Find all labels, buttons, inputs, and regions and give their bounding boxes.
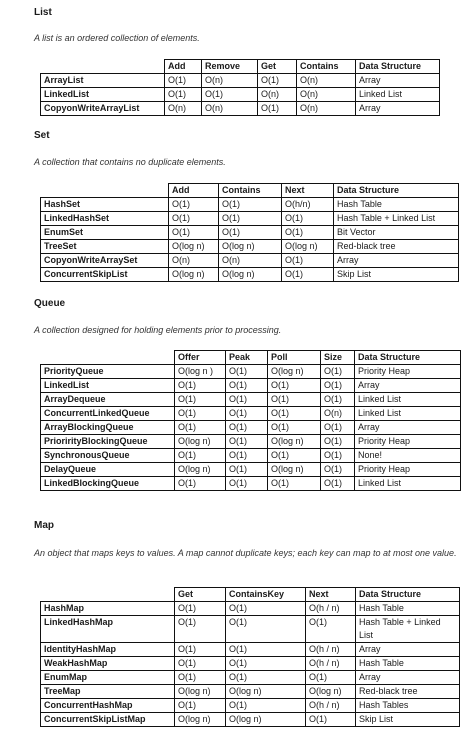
complexity-cell: O(1) <box>226 365 268 379</box>
complexity-cell: Linked List <box>355 477 461 491</box>
map-complexity-table <box>40 587 460 727</box>
collection-name-cell: WeakHashMap <box>41 657 175 671</box>
complexity-cell: O(n) <box>165 102 202 116</box>
complexity-cell: O(1) <box>169 198 219 212</box>
queue-complexity-table <box>40 350 461 491</box>
collection-name-cell: CopyonWriteArraySet <box>41 254 169 268</box>
complexity-cell: Hash Table <box>356 602 460 616</box>
complexity-cell: O(n) <box>321 407 355 421</box>
table-row <box>41 657 460 671</box>
collection-name-cell: DelayQueue <box>41 463 175 477</box>
complexity-cell: O(1) <box>226 407 268 421</box>
collection-name-cell: ConcurrentLinkedQueue <box>41 407 175 421</box>
complexity-cell: O(1) <box>268 477 321 491</box>
table-row <box>41 616 460 643</box>
set-complexity-table <box>40 183 459 282</box>
complexity-cell: Priority Heap <box>355 435 461 449</box>
column-header: Data Structure <box>334 184 459 198</box>
complexity-cell: O(1) <box>321 449 355 463</box>
table-row <box>41 240 459 254</box>
complexity-cell: O(1) <box>226 657 306 671</box>
table-row <box>41 88 440 102</box>
complexity-cell: None! <box>355 449 461 463</box>
table-row <box>41 435 461 449</box>
complexity-cell: Array <box>355 421 461 435</box>
complexity-cell: O(1) <box>175 379 226 393</box>
complexity-cell: O(1) <box>282 254 334 268</box>
complexity-cell: O(1) <box>226 477 268 491</box>
complexity-cell: O(1) <box>175 643 226 657</box>
complexity-cell: O(log n) <box>268 365 321 379</box>
complexity-cell: O(1) <box>226 421 268 435</box>
complexity-cell: O(log n) <box>268 463 321 477</box>
complexity-cell: O(log n) <box>226 713 306 727</box>
complexity-cell: Bit Vector <box>334 226 459 240</box>
complexity-cell: O(1) <box>226 393 268 407</box>
collection-name-cell: IdentityHashMap <box>41 643 175 657</box>
complexity-cell: O(1) <box>219 212 282 226</box>
complexity-cell: O(1) <box>258 74 297 88</box>
complexity-cell: O(n) <box>219 254 282 268</box>
column-header: Poll <box>268 351 321 365</box>
table-row <box>41 74 440 88</box>
complexity-cell: O(1) <box>306 616 356 643</box>
table-row <box>41 393 461 407</box>
complexity-cell: O(h / n) <box>306 643 356 657</box>
column-header: Next <box>306 588 356 602</box>
complexity-cell: O(1) <box>175 616 226 643</box>
complexity-cell: O(1) <box>175 699 226 713</box>
collection-name-cell: LinkedList <box>41 88 165 102</box>
collection-name-cell: ConcurrentHashMap <box>41 699 175 713</box>
collection-name-cell: ArrayDequeue <box>41 393 175 407</box>
column-header: Get <box>175 588 226 602</box>
complexity-cell: Array <box>334 254 459 268</box>
complexity-cell: O(log n ) <box>175 365 226 379</box>
complexity-cell: O(1) <box>175 393 226 407</box>
table-row <box>41 102 440 116</box>
complexity-cell: O(1) <box>175 657 226 671</box>
complexity-cell: Array <box>355 379 461 393</box>
complexity-cell: O(1) <box>306 671 356 685</box>
header-row <box>41 60 440 74</box>
complexity-cell: O(1) <box>226 435 268 449</box>
table-row <box>41 449 461 463</box>
complexity-cell: Priority Heap <box>355 365 461 379</box>
complexity-cell: O(1) <box>282 226 334 240</box>
complexity-cell: O(1) <box>169 212 219 226</box>
complexity-cell: O(n) <box>297 88 356 102</box>
complexity-cell: Skip List <box>356 713 460 727</box>
complexity-cell: O(1) <box>165 88 202 102</box>
set-section-description: A collection that contains no duplicate elements. <box>34 157 226 167</box>
complexity-cell: O(1) <box>321 435 355 449</box>
collection-name-cell: ArrayList <box>41 74 165 88</box>
complexity-cell: O(1) <box>165 74 202 88</box>
column-header: Size <box>321 351 355 365</box>
complexity-cell: O(1) <box>175 449 226 463</box>
column-header: Next <box>282 184 334 198</box>
complexity-cell: O(1) <box>258 102 297 116</box>
complexity-cell: O(1) <box>268 421 321 435</box>
collection-name-cell: PriorirityBlockingQueue <box>41 435 175 449</box>
complexity-cell: O(log n) <box>306 685 356 699</box>
complexity-cell: O(1) <box>226 699 306 713</box>
complexity-cell: Array <box>356 643 460 657</box>
complexity-cell: O(log n) <box>219 240 282 254</box>
complexity-cell: Linked List <box>355 393 461 407</box>
table-row <box>41 463 461 477</box>
collection-name-cell: LinkedHashMap <box>41 616 175 643</box>
complexity-cell: O(log n) <box>169 240 219 254</box>
complexity-cell: O(h / n) <box>306 699 356 713</box>
complexity-cell: O(1) <box>282 268 334 282</box>
complexity-cell: O(1) <box>321 477 355 491</box>
complexity-cell: O(1) <box>282 212 334 226</box>
table-row <box>41 713 460 727</box>
collection-name-cell: TreeSet <box>41 240 169 254</box>
table-row <box>41 602 460 616</box>
collection-name-cell: ConcurrentSkipList <box>41 268 169 282</box>
complexity-cell: O(1) <box>321 379 355 393</box>
queue-section-description: A collection designed for holding elements prior to processing. <box>34 325 282 335</box>
complexity-cell: O(log n) <box>282 240 334 254</box>
complexity-cell: O(1) <box>226 616 306 643</box>
complexity-cell: O(log n) <box>226 685 306 699</box>
collection-name-cell: TreeMap <box>41 685 175 699</box>
collection-name-cell: PriorityQueue <box>41 365 175 379</box>
map-section-title: Map <box>34 520 54 531</box>
collection-name-cell: HashMap <box>41 602 175 616</box>
complexity-cell: O(1) <box>219 226 282 240</box>
complexity-cell: Array <box>356 102 440 116</box>
collection-name-cell: EnumMap <box>41 671 175 685</box>
complexity-cell: Hash Table + Linked List <box>356 616 460 643</box>
complexity-cell: O(n) <box>297 102 356 116</box>
complexity-cell: O(1) <box>202 88 258 102</box>
column-header: Contains <box>297 60 356 74</box>
complexity-cell: Skip List <box>334 268 459 282</box>
collection-name-cell: LinkedBlockingQueue <box>41 477 175 491</box>
column-header: Remove <box>202 60 258 74</box>
complexity-cell: O(1) <box>226 671 306 685</box>
complexity-cell: O(log n) <box>175 463 226 477</box>
complexity-cell: O(1) <box>175 407 226 421</box>
complexity-cell: O(1) <box>175 477 226 491</box>
header-row <box>41 351 461 365</box>
list-section-description: A list is an ordered collection of elements. <box>34 33 200 43</box>
complexity-cell: O(1) <box>226 379 268 393</box>
complexity-cell: Array <box>356 74 440 88</box>
column-header: Add <box>169 184 219 198</box>
column-header: Offer <box>175 351 226 365</box>
complexity-cell: O(1) <box>226 449 268 463</box>
complexity-cell: O(1) <box>321 463 355 477</box>
table-row <box>41 407 461 421</box>
column-header: Data Structure <box>355 351 461 365</box>
complexity-cell: O(n) <box>297 74 356 88</box>
complexity-cell: O(1) <box>226 602 306 616</box>
complexity-cell: O(1) <box>321 421 355 435</box>
corner-cell <box>41 351 175 365</box>
column-header: Data Structure <box>356 588 460 602</box>
column-header: Contains <box>219 184 282 198</box>
complexity-cell: Priority Heap <box>355 463 461 477</box>
collection-name-cell: SynchronousQueue <box>41 449 175 463</box>
complexity-cell: Hash Table <box>356 657 460 671</box>
complexity-cell: O(1) <box>268 393 321 407</box>
complexity-cell: O(1) <box>321 393 355 407</box>
complexity-cell: O(1) <box>268 379 321 393</box>
complexity-cell: O(log n) <box>175 685 226 699</box>
complexity-cell: O(h / n) <box>306 657 356 671</box>
complexity-cell: O(1) <box>219 198 282 212</box>
complexity-cell: O(1) <box>226 643 306 657</box>
complexity-cell: O(log n) <box>268 435 321 449</box>
queue-section-title: Queue <box>34 298 66 309</box>
list-section-title: List <box>34 7 52 18</box>
collection-name-cell: ArrayBlockingQueue <box>41 421 175 435</box>
corner-cell <box>41 60 165 74</box>
complexity-cell: O(h / n) <box>306 602 356 616</box>
complexity-cell: O(1) <box>306 713 356 727</box>
table-row <box>41 212 459 226</box>
table-row <box>41 671 460 685</box>
table-row <box>41 254 459 268</box>
column-header: Add <box>165 60 202 74</box>
table-row <box>41 699 460 713</box>
complexity-cell: Linked List <box>356 88 440 102</box>
complexity-cell: O(log n) <box>175 435 226 449</box>
complexity-cell: O(1) <box>169 226 219 240</box>
complexity-cell: O(1) <box>175 671 226 685</box>
table-row <box>41 477 461 491</box>
complexity-cell: Red-black tree <box>356 685 460 699</box>
set-section-title: Set <box>34 130 50 141</box>
header-row <box>41 184 459 198</box>
complexity-cell: O(log n) <box>175 713 226 727</box>
table-row <box>41 421 461 435</box>
table-row <box>41 268 459 282</box>
complexity-cell: O(log n) <box>219 268 282 282</box>
column-header: Peak <box>226 351 268 365</box>
complexity-cell: Hash Table + Linked List <box>334 212 459 226</box>
column-header: Get <box>258 60 297 74</box>
complexity-cell: O(n) <box>169 254 219 268</box>
complexity-cell: O(n) <box>258 88 297 102</box>
complexity-cell: O(1) <box>175 421 226 435</box>
complexity-cell: O(1) <box>321 365 355 379</box>
table-row <box>41 379 461 393</box>
complexity-cell: Array <box>356 671 460 685</box>
collection-name-cell: CopyonWriteArrayList <box>41 102 165 116</box>
header-row <box>41 588 460 602</box>
complexity-cell: O(1) <box>268 407 321 421</box>
complexity-cell: Hash Tables <box>356 699 460 713</box>
complexity-cell: Hash Table <box>334 198 459 212</box>
collection-name-cell: LinkedHashSet <box>41 212 169 226</box>
collection-name-cell: ConcurrentSkipListMap <box>41 713 175 727</box>
table-row <box>41 226 459 240</box>
table-row <box>41 198 459 212</box>
table-row <box>41 365 461 379</box>
table-row <box>41 685 460 699</box>
complexity-cell: O(n) <box>202 74 258 88</box>
corner-cell <box>41 588 175 602</box>
complexity-cell: O(1) <box>226 463 268 477</box>
complexity-cell: O(1) <box>268 449 321 463</box>
collection-name-cell: HashSet <box>41 198 169 212</box>
corner-cell <box>41 184 169 198</box>
column-header: Data Structure <box>356 60 440 74</box>
column-header: ContainsKey <box>226 588 306 602</box>
collection-name-cell: LinkedList <box>41 379 175 393</box>
complexity-cell: Red-black tree <box>334 240 459 254</box>
complexity-cell: Linked List <box>355 407 461 421</box>
collection-name-cell: EnumSet <box>41 226 169 240</box>
complexity-cell: O(1) <box>175 602 226 616</box>
complexity-cell: O(h/n) <box>282 198 334 212</box>
table-row <box>41 643 460 657</box>
complexity-cell: O(log n) <box>169 268 219 282</box>
list-complexity-table <box>40 59 440 116</box>
map-section-description: An object that maps keys to values. A map cannot duplicate keys; each key can map to at most one value. <box>34 548 457 558</box>
complexity-cell: O(n) <box>202 102 258 116</box>
